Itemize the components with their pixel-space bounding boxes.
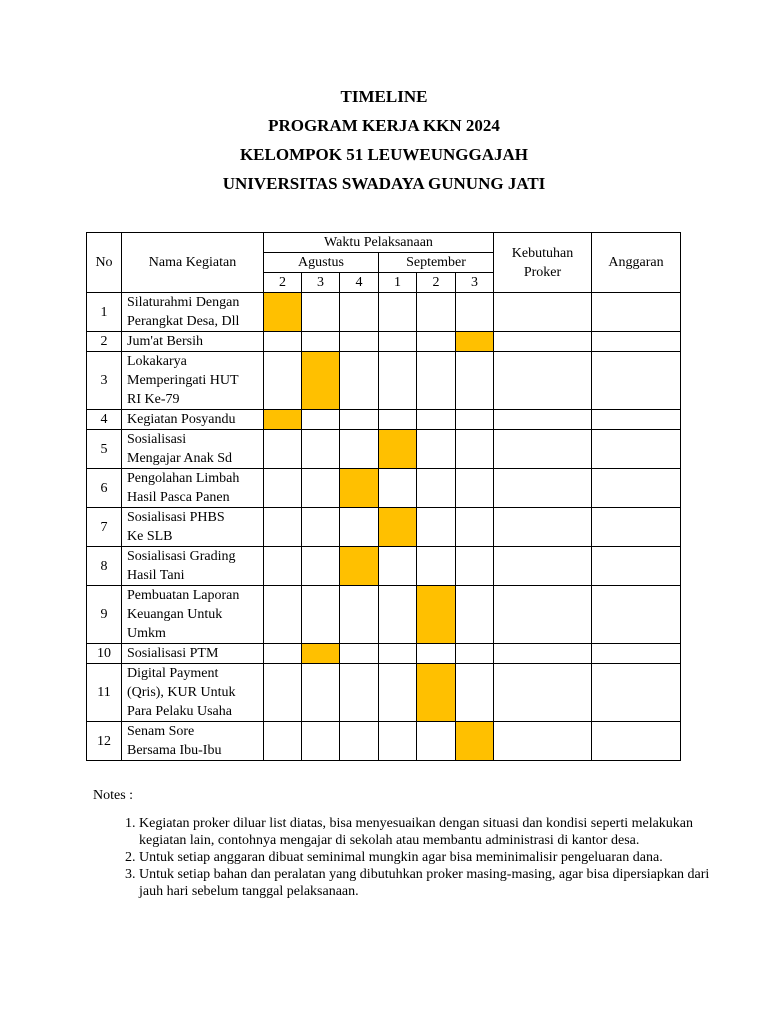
table-row bbox=[87, 469, 681, 508]
week-cell bbox=[340, 430, 379, 469]
activity-name-line: Pembuatan Laporan bbox=[127, 588, 240, 603]
activity-name-line: Bersama Ibu-Ibu bbox=[127, 743, 222, 758]
activity-name-line: Ke SLB bbox=[127, 529, 173, 544]
row-number: 4 bbox=[87, 410, 122, 430]
notes-label: Notes : bbox=[93, 788, 134, 803]
week-cell bbox=[456, 430, 494, 469]
activity-name-line: Jum'at Bersih bbox=[127, 334, 204, 349]
row-activity-name bbox=[122, 430, 264, 469]
week-cell bbox=[379, 332, 417, 352]
week-cell bbox=[264, 430, 302, 469]
row-number: 9 bbox=[87, 586, 122, 644]
anggaran-cell bbox=[592, 332, 681, 352]
activity-name-line: Keuangan Untuk bbox=[127, 607, 223, 622]
activity-name-line: Perangkat Desa, Dll bbox=[127, 314, 240, 329]
header-week: 3 bbox=[302, 273, 340, 293]
week-cell bbox=[379, 664, 417, 722]
week-cell bbox=[456, 293, 494, 332]
row-number: 5 bbox=[87, 430, 122, 469]
activity-name-line: Kegiatan Posyandu bbox=[127, 412, 236, 427]
scheduled-week-cell bbox=[264, 410, 302, 430]
week-cell bbox=[302, 586, 340, 644]
activity-name-line: Lokakarya bbox=[127, 354, 187, 369]
activity-name-line: Para Pelaku Usaha bbox=[127, 704, 232, 719]
kebutuhan-cell bbox=[494, 644, 592, 664]
title-program: PROGRAM KERJA KKN 2024 bbox=[268, 116, 500, 135]
header-week: 2 bbox=[264, 273, 302, 293]
row-number: 1 bbox=[87, 293, 122, 332]
row-number: 3 bbox=[87, 352, 122, 410]
activity-name-line: Sosialisasi Grading bbox=[127, 549, 236, 564]
week-cell bbox=[264, 547, 302, 586]
table-row bbox=[87, 722, 681, 761]
week-cell bbox=[456, 664, 494, 722]
row-activity-name bbox=[122, 508, 264, 547]
kebutuhan-cell bbox=[494, 508, 592, 547]
week-cell bbox=[340, 508, 379, 547]
week-cell bbox=[456, 586, 494, 644]
activity-name-line: Sosialisasi PHBS bbox=[127, 510, 225, 525]
row-activity-name bbox=[122, 547, 264, 586]
row-number: 10 bbox=[87, 644, 122, 664]
activity-name-line: Hasil Pasca Panen bbox=[127, 490, 230, 505]
activity-name-line: Mengajar Anak Sd bbox=[127, 451, 232, 466]
row-number: 6 bbox=[87, 469, 122, 508]
week-cell bbox=[264, 469, 302, 508]
week-cell bbox=[456, 547, 494, 586]
table-row bbox=[87, 547, 681, 586]
week-cell bbox=[264, 332, 302, 352]
week-cell bbox=[379, 352, 417, 410]
row-activity-name bbox=[122, 332, 264, 352]
week-cell bbox=[417, 332, 456, 352]
week-cell bbox=[456, 508, 494, 547]
header-week: 4 bbox=[340, 273, 379, 293]
activity-name-line: Senam Sore bbox=[127, 724, 195, 739]
kebutuhan-cell bbox=[494, 664, 592, 722]
row-number: 2 bbox=[87, 332, 122, 352]
kebutuhan-cell bbox=[494, 293, 592, 332]
note-item: 3. Untuk setiap bahan dan peralatan yang dibutuhkan proker masing-masing, agar bisa dipersiapkan dari jauh hari sebelum tanggal pelaksanaan. bbox=[139, 866, 719, 900]
week-cell bbox=[340, 722, 379, 761]
scheduled-week-cell bbox=[379, 430, 417, 469]
week-cell bbox=[302, 430, 340, 469]
anggaran-cell bbox=[592, 547, 681, 586]
activity-name-line: RI Ke-79 bbox=[127, 392, 180, 407]
anggaran-cell bbox=[592, 508, 681, 547]
week-cell bbox=[302, 722, 340, 761]
week-cell bbox=[302, 508, 340, 547]
row-number: 12 bbox=[87, 722, 122, 761]
week-cell bbox=[379, 644, 417, 664]
activity-name-line: Sosialisasi PTM bbox=[127, 646, 219, 661]
week-cell bbox=[456, 410, 494, 430]
week-cell bbox=[302, 410, 340, 430]
header-nama-kegiatan: Nama Kegiatan bbox=[122, 233, 264, 293]
header-week: 1 bbox=[379, 273, 417, 293]
week-cell bbox=[379, 547, 417, 586]
week-cell bbox=[379, 722, 417, 761]
row-activity-name bbox=[122, 722, 264, 761]
week-cell bbox=[264, 508, 302, 547]
row-number: 8 bbox=[87, 547, 122, 586]
week-cell bbox=[340, 410, 379, 430]
table-row bbox=[87, 352, 681, 410]
header-waktu-pelaksanaan: Waktu Pelaksanaan bbox=[264, 233, 494, 253]
scheduled-week-cell bbox=[302, 352, 340, 410]
header-no: No bbox=[87, 233, 122, 293]
table-row bbox=[87, 293, 681, 332]
week-cell bbox=[417, 352, 456, 410]
activity-name-line: (Qris), KUR Untuk bbox=[127, 685, 236, 700]
kebutuhan-cell bbox=[494, 352, 592, 410]
title-kelompok: KELOMPOK 51 LEUWEUNGGAJAH bbox=[239, 145, 529, 164]
anggaran-cell bbox=[592, 430, 681, 469]
kebutuhan-cell bbox=[494, 332, 592, 352]
anggaran-cell bbox=[592, 352, 681, 410]
week-cell bbox=[340, 644, 379, 664]
week-cell bbox=[264, 664, 302, 722]
activity-name-line: Hasil Tani bbox=[127, 568, 185, 583]
scheduled-week-cell bbox=[302, 644, 340, 664]
week-cell bbox=[264, 644, 302, 664]
header-kebutuhan-proker: Kebutuhan Proker bbox=[494, 233, 592, 293]
week-cell bbox=[302, 664, 340, 722]
kebutuhan-cell bbox=[494, 547, 592, 586]
kebutuhan-cell bbox=[494, 586, 592, 644]
table-row bbox=[87, 586, 681, 644]
week-cell bbox=[302, 332, 340, 352]
timeline-table bbox=[86, 232, 681, 761]
week-cell bbox=[264, 722, 302, 761]
table-row bbox=[87, 508, 681, 547]
week-cell bbox=[379, 410, 417, 430]
scheduled-week-cell bbox=[379, 508, 417, 547]
week-cell bbox=[302, 469, 340, 508]
week-cell bbox=[456, 352, 494, 410]
anggaran-cell bbox=[592, 586, 681, 644]
scheduled-week-cell bbox=[417, 586, 456, 644]
activity-name-line: Digital Payment bbox=[127, 666, 219, 681]
row-activity-name bbox=[122, 586, 264, 644]
scheduled-week-cell bbox=[456, 722, 494, 761]
timeline-rows bbox=[87, 293, 681, 761]
week-cell bbox=[456, 469, 494, 508]
anggaran-cell bbox=[592, 644, 681, 664]
week-cell bbox=[302, 547, 340, 586]
anggaran-cell bbox=[592, 293, 681, 332]
kebutuhan-cell bbox=[494, 469, 592, 508]
header-month-agustus: Agustus bbox=[264, 253, 379, 273]
week-cell bbox=[417, 547, 456, 586]
row-number: 7 bbox=[87, 508, 122, 547]
week-cell bbox=[417, 508, 456, 547]
title-timeline: TIMELINE bbox=[340, 87, 428, 106]
anggaran-cell bbox=[592, 410, 681, 430]
week-cell bbox=[379, 293, 417, 332]
week-cell bbox=[417, 430, 456, 469]
anggaran-cell bbox=[592, 469, 681, 508]
scheduled-week-cell bbox=[264, 293, 302, 332]
kebutuhan-cell bbox=[494, 410, 592, 430]
week-cell bbox=[340, 664, 379, 722]
row-activity-name bbox=[122, 469, 264, 508]
week-cell bbox=[264, 352, 302, 410]
table-row bbox=[87, 410, 681, 430]
notes-list bbox=[93, 815, 719, 900]
week-cell bbox=[379, 586, 417, 644]
header-week: 3 bbox=[456, 273, 494, 293]
anggaran-cell bbox=[592, 664, 681, 722]
activity-name-line: Umkm bbox=[127, 626, 166, 641]
document-title-block bbox=[0, 86, 768, 202]
activity-name-line: Pengolahan Limbah bbox=[127, 471, 240, 486]
anggaran-cell bbox=[592, 722, 681, 761]
row-activity-name bbox=[122, 664, 264, 722]
week-cell bbox=[417, 469, 456, 508]
week-cell bbox=[340, 293, 379, 332]
week-cell bbox=[264, 586, 302, 644]
activity-name-line: Silaturahmi Dengan bbox=[127, 295, 240, 310]
row-activity-name bbox=[122, 352, 264, 410]
header-month-september: September bbox=[379, 253, 494, 273]
week-cell bbox=[417, 722, 456, 761]
row-activity-name bbox=[122, 410, 264, 430]
kebutuhan-cell bbox=[494, 430, 592, 469]
week-cell bbox=[417, 644, 456, 664]
scheduled-week-cell bbox=[456, 332, 494, 352]
header-anggaran: Anggaran bbox=[592, 233, 681, 293]
week-cell bbox=[456, 644, 494, 664]
week-cell bbox=[340, 352, 379, 410]
week-cell bbox=[379, 469, 417, 508]
scheduled-week-cell bbox=[417, 664, 456, 722]
scheduled-week-cell bbox=[340, 547, 379, 586]
activity-name-line: Memperingati HUT bbox=[127, 373, 239, 388]
activity-name-line: Sosialisasi bbox=[127, 432, 187, 447]
week-cell bbox=[340, 586, 379, 644]
row-activity-name bbox=[122, 293, 264, 332]
week-cell bbox=[340, 332, 379, 352]
row-activity-name bbox=[122, 644, 264, 664]
row-number: 11 bbox=[87, 664, 122, 722]
header-week: 2 bbox=[417, 273, 456, 293]
title-university: UNIVERSITAS SWADAYA GUNUNG JATI bbox=[222, 174, 546, 193]
table-row bbox=[87, 664, 681, 722]
week-cell bbox=[417, 410, 456, 430]
note-item: 2. Untuk setiap anggaran dibuat seminimal mungkin agar bisa meminimalisir pengeluaran dana. bbox=[139, 849, 719, 866]
note-item: 1. Kegiatan proker diluar list diatas, bisa menyesuaikan dengan situasi dan kondisi seperti melakukan kegiatan lain, contohnya mengajar di sekolah atau membantu administrasi di kantor desa. bbox=[139, 815, 719, 849]
table-row bbox=[87, 644, 681, 664]
kebutuhan-cell bbox=[494, 722, 592, 761]
table-row bbox=[87, 332, 681, 352]
table-row bbox=[87, 430, 681, 469]
week-cell bbox=[302, 293, 340, 332]
week-cell bbox=[417, 293, 456, 332]
scheduled-week-cell bbox=[340, 469, 379, 508]
